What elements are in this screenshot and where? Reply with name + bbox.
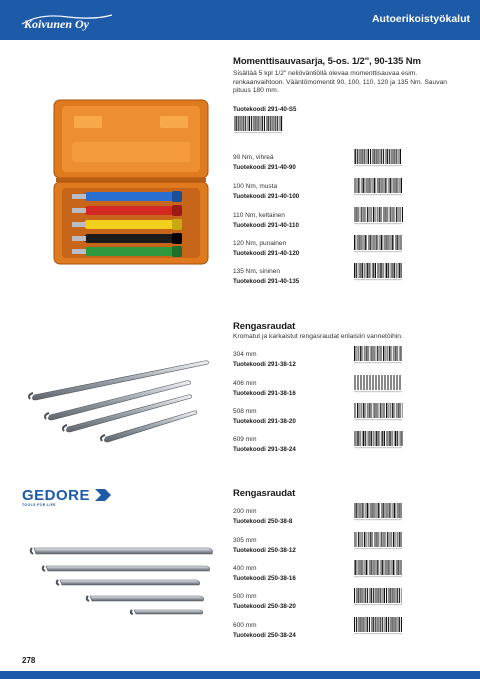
product-item: 100 Nm, musta Tuotekoodi 291-40-100 (233, 183, 448, 207)
barcode (353, 375, 403, 395)
torque-bar-set-photo (52, 98, 210, 266)
product-item: 400 mm Tuotekoodi 250-38-16 (233, 565, 448, 589)
torque-bar-red (84, 206, 176, 215)
product-item: 508 mm Tuotekoodi 291-38-20 (233, 408, 448, 432)
product-item: 200 mm Tuotekoodi 250-38-8 (233, 508, 448, 532)
page-header (0, 0, 480, 40)
product-item: 110 Nm, keltainen Tuotekoodi 291-40-110 (233, 212, 448, 236)
barcode (353, 617, 403, 637)
product-item: 304 mm Tuotekoodi 291-38-12 (233, 351, 448, 375)
torque-bar-yellow (84, 220, 176, 229)
product-item: 120 Nm, punainen Tuotekoodi 291-40-120 (233, 240, 448, 264)
gedore-tire-levers-photo (28, 540, 218, 620)
product-code-set: Tuotekoodi 291-40-S5 (233, 106, 297, 113)
product-item: 135 Nm, sininen Tuotekoodi 291-40-135 (233, 268, 448, 292)
gedore-arrow-icon (95, 489, 111, 501)
product-item: 609 mm Tuotekoodi 291-38-24 (233, 436, 448, 460)
barcode (353, 178, 403, 198)
barcode (353, 263, 403, 283)
torque-bar-blue (84, 192, 176, 201)
section-title-tire-levers: Rengasraudat (233, 321, 296, 332)
product-item: 305 mm Tuotekoodi 250-38-12 (233, 537, 448, 561)
section-title-torque-set: Momenttisauvasarja, 5-os. 1/2", 90-135 Nm (233, 56, 421, 67)
barcode (353, 207, 403, 227)
koivunen-logo (20, 11, 115, 33)
product-item: 500 mm Tuotekoodi 250-38-20 (233, 593, 448, 617)
section-description-tire-levers: Kromatut ja karkaistut rengasraudat erilaisiin vannetöihin. (233, 333, 403, 340)
svg-text:Koivunen Oy: Koivunen Oy (24, 17, 90, 31)
footer-bar (0, 671, 480, 679)
barcode (233, 116, 283, 136)
barcode (353, 235, 403, 255)
barcode (353, 588, 403, 608)
product-item: 406 mm Tuotekoodi 291-38-16 (233, 380, 448, 404)
section-title-gedore-levers: Rengasraudat (233, 488, 296, 499)
product-item: 600 mm Tuotekoodi 250-38-24 (233, 622, 448, 646)
barcode (353, 346, 403, 366)
barcode (353, 403, 403, 423)
barcode (353, 431, 403, 451)
barcode (353, 503, 403, 523)
gedore-logo: GEDORE TOOLS FOR LIFE (22, 487, 111, 507)
tire-levers-photo (28, 355, 213, 445)
page-number: 278 (22, 656, 36, 665)
product-item: 90 Nm, vihreä Tuotekoodi 291-40-90 (233, 154, 448, 178)
page-category-title: Autoerikoistyökalut (371, 13, 470, 25)
barcode (353, 560, 403, 580)
torque-bar-black (84, 234, 176, 243)
section-description-torque-set: Sisältää 5 kpl 1/2" neliöväntiöllä olevaa momenttisauvaa esim. renkaanvaihtoon. Vääntömomentit 90, 100, 110, 120 ja 135 Nm. Sauvan pituus 180 mm. (233, 70, 448, 95)
barcode (353, 532, 403, 552)
torque-bar-green (84, 247, 176, 256)
barcode (353, 149, 403, 169)
